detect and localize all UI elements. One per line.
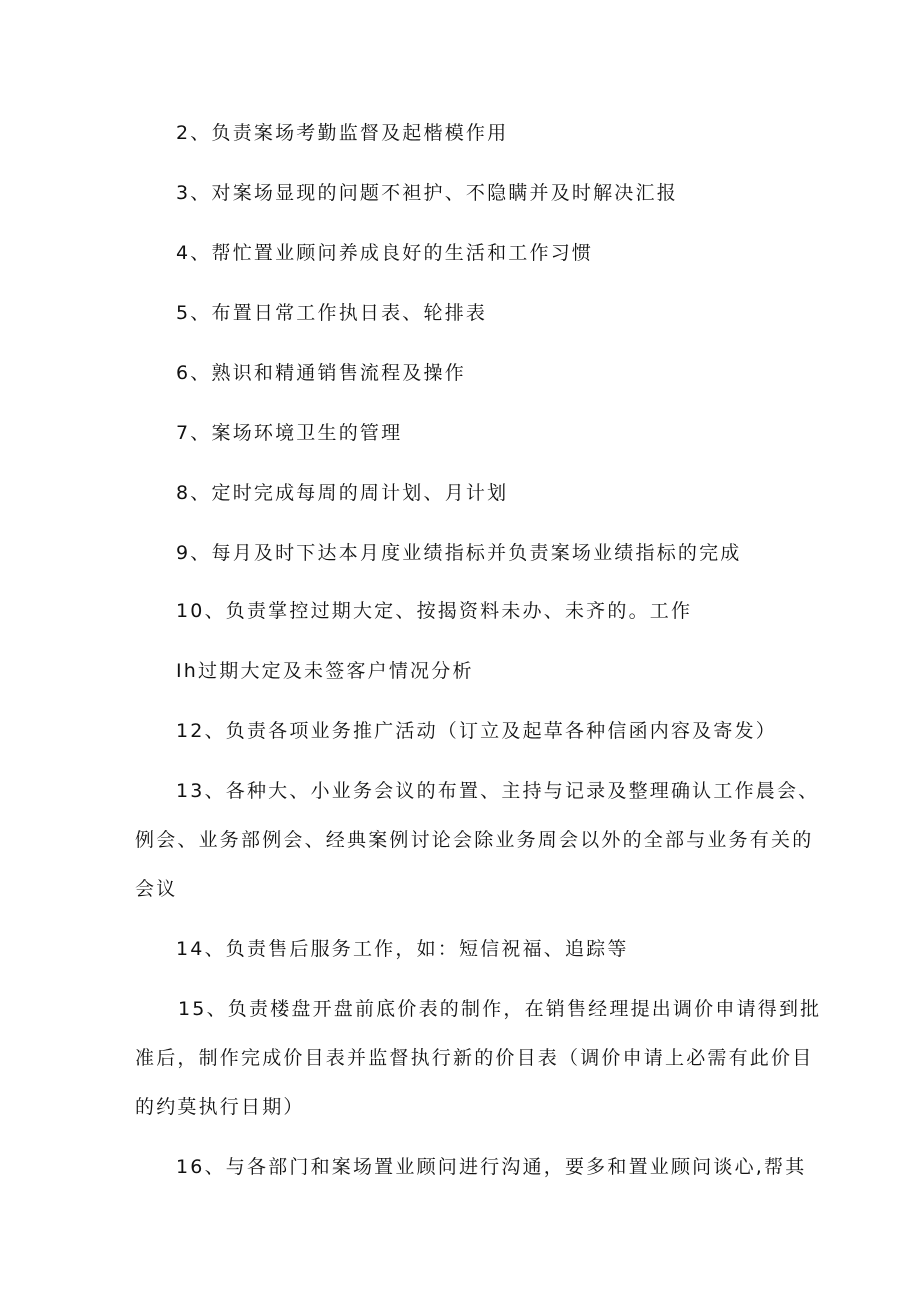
list-item-15-line-1: 15、负责楼盘开盘前底价表的制作，在销售经理提出调价申请得到批 bbox=[178, 998, 822, 1020]
list-item-6: 6、熟识和精通销售流程及操作 bbox=[176, 362, 466, 384]
list-item-3: 3、对案场显现的问题不袒护、不隐瞒并及时解决汇报 bbox=[176, 182, 678, 204]
list-item-13-line-3: 会议 bbox=[135, 878, 178, 900]
list-item-8: 8、定时完成每周的周计划、月计划 bbox=[176, 482, 509, 504]
list-item-12: 12、负责各项业务推广活动（订立及起草各种信函内容及寄发） bbox=[176, 720, 777, 742]
list-item-14: 14、负责售后服务工作，如：短信祝福、追踪等 bbox=[176, 938, 629, 960]
list-item-2: 2、负责案场考勤监督及起楷模作用 bbox=[176, 122, 509, 144]
list-item-13-line-2: 例会、业务部例会、经典案例讨论会除业务周会以外的全部与业务有关的 bbox=[135, 829, 814, 851]
list-item-15-line-2: 准后，制作完成价目表并监督执行新的价目表（调价申请上必需有此价目 bbox=[135, 1047, 814, 1069]
list-item-5: 5、布置日常工作执日表、轮排表 bbox=[176, 302, 488, 324]
list-item-15-line-3: 的约莫执行日期） bbox=[135, 1096, 305, 1118]
list-item-9: 9、每月及时下达本月度业绩指标并负责案场业绩指标的完成 bbox=[176, 542, 742, 564]
list-item-11: Ih过期大定及未签客户情况分析 bbox=[176, 660, 474, 682]
list-item-13-line-1: 13、各种大、小业务会议的布置、主持与记录及整理确认工作晨会、 bbox=[176, 780, 820, 802]
list-item-16-line-1: 16、与各部门和案场置业顾问进行沟通，要多和置业顾问谈心,帮其 bbox=[176, 1156, 807, 1178]
list-item-10: 10、负责掌控过期大定、按揭资料未办、未齐的。工作 bbox=[176, 600, 693, 622]
list-item-4: 4、帮忙置业顾问养成良好的生活和工作习惯 bbox=[176, 242, 594, 264]
list-item-7: 7、案场环境卫生的管理 bbox=[176, 422, 403, 444]
